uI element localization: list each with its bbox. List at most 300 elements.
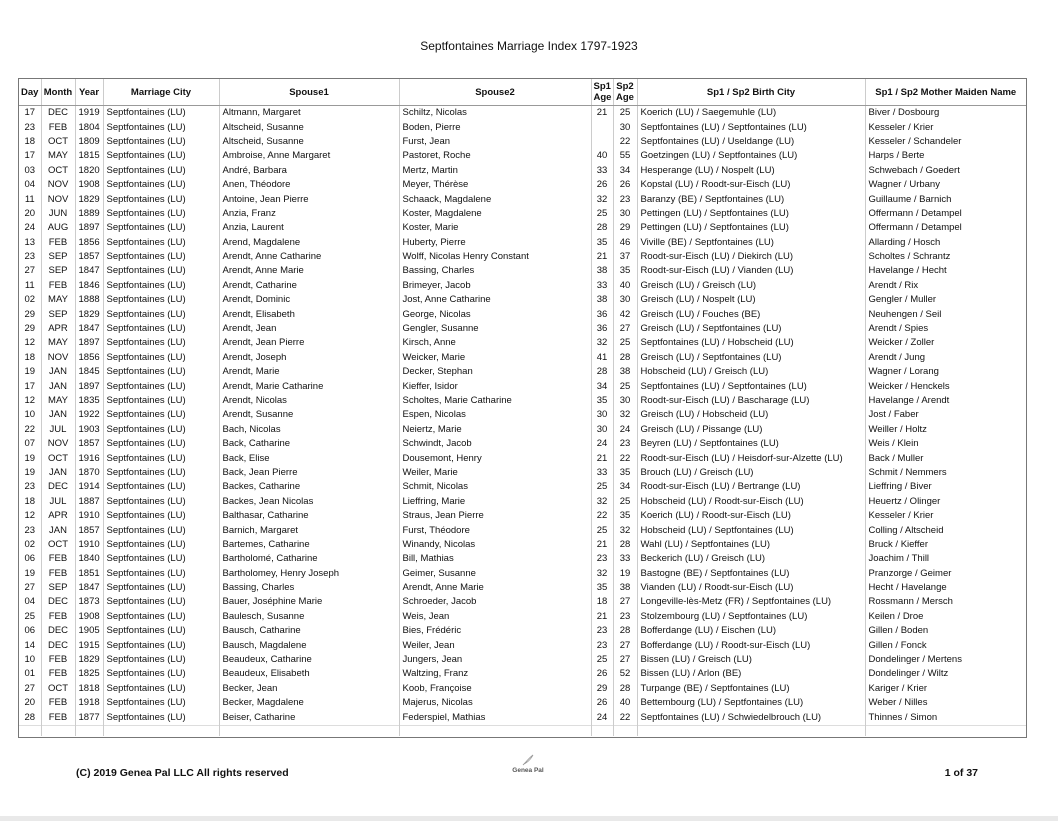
table-cell: 24 <box>613 423 637 437</box>
table-cell: Antoine, Jean Pierre <box>219 192 399 206</box>
table-cell: Wolff, Nicolas Henry Constant <box>399 250 591 264</box>
table-cell-empty <box>75 725 103 736</box>
table-cell: Altscheid, Susanne <box>219 120 399 134</box>
table-row <box>19 653 1026 667</box>
table-cell: Beckerich (LU) / Greisch (LU) <box>637 552 865 566</box>
table-cell: 26 <box>613 178 637 192</box>
table-cell: Allarding / Hosch <box>865 236 1026 250</box>
table-cell: Waltzing, Franz <box>399 667 591 681</box>
table-cell: 12 <box>24 510 36 522</box>
table-cell: Septfontaines (LU) <box>103 523 219 537</box>
table-cell: 12 <box>24 395 36 406</box>
table-cell: Pettingen (LU) / Septfontaines (LU) <box>637 207 865 221</box>
table-cell: 20 <box>24 697 36 709</box>
table-row <box>19 696 1026 710</box>
table-cell: 36 <box>591 307 613 321</box>
table-cell: Wahl (LU) / Septfontaines (LU) <box>637 538 865 552</box>
table-cell: APR <box>41 322 75 336</box>
table-row <box>19 293 1026 307</box>
table-row <box>19 538 1026 552</box>
table-cell: Arend, Magdalene <box>219 236 399 250</box>
table-cell: 28 <box>24 711 36 723</box>
table-cell: Weiler, Marie <box>399 466 591 480</box>
table-cell: 23 <box>613 610 637 624</box>
table-cell: 21 <box>591 610 613 624</box>
table-cell-empty <box>219 725 399 736</box>
table-cell: Septfontaines (LU) <box>103 682 219 696</box>
table-cell: Koster, Magdalene <box>399 207 591 221</box>
table-cell: Gillen / Fonck <box>865 638 1026 652</box>
table-cell: 21 <box>591 250 613 264</box>
table-cell: 36 <box>591 322 613 336</box>
table-cell: 20 <box>24 207 36 219</box>
table-cell: MAY <box>41 293 75 307</box>
table-cell: 35 <box>591 394 613 408</box>
table-cell: Thinnes / Simon <box>865 710 1026 725</box>
table-cell: 26 <box>591 696 613 710</box>
table-cell: 25 <box>24 610 36 622</box>
table-cell: DEC <box>41 106 75 121</box>
table-cell: 23 <box>613 437 637 451</box>
table-cell: Septfontaines (LU) <box>103 120 219 134</box>
table-cell: Koerich (LU) / Saegemuhle (LU) <box>637 106 865 121</box>
table-cell: 21 <box>591 538 613 552</box>
table-cell: 25 <box>613 336 637 350</box>
table-cell: Greisch (LU) / Hobscheid (LU) <box>637 408 865 422</box>
table-cell: Arendt, Marie Catharine <box>219 379 399 393</box>
table-cell: Bruck / Kieffer <box>865 538 1026 552</box>
table-cell: 27 <box>613 653 637 667</box>
table-cell: 1829 <box>75 192 103 206</box>
table-cell: 02 <box>24 538 36 550</box>
table-cell: APR <box>41 509 75 523</box>
table-row <box>19 610 1026 624</box>
table-cell: 1914 <box>75 480 103 494</box>
marriage-index-table <box>19 79 1026 736</box>
table-cell: 1870 <box>75 466 103 480</box>
table-cell: Bassing, Charles <box>399 264 591 278</box>
table-cell: 1847 <box>75 322 103 336</box>
table-cell: Weicker / Henckels <box>865 379 1026 393</box>
table-cell: Winandy, Nicolas <box>399 538 591 552</box>
header-spouse1: Spouse1 <box>219 79 399 106</box>
table-cell: 32 <box>613 523 637 537</box>
table-cell: 23 <box>591 552 613 566</box>
table-cell-empty <box>19 725 41 736</box>
table-row <box>19 638 1026 652</box>
table-row <box>19 207 1026 221</box>
table-cell: 10 <box>24 654 36 666</box>
table-cell: 23 <box>24 251 36 263</box>
table-cell: Furst, Jean <box>399 135 591 149</box>
table-cell: 21 <box>591 106 613 121</box>
table-cell: 25 <box>591 523 613 537</box>
table-cell: 30 <box>613 120 637 134</box>
table-cell: 1857 <box>75 523 103 537</box>
table-cell: NOV <box>41 351 75 365</box>
table-cell: 1916 <box>75 451 103 465</box>
table-cell: Bach, Nicolas <box>219 423 399 437</box>
table-cell: Septfontaines (LU) <box>103 624 219 638</box>
page-number: 1 of 37 <box>944 767 978 779</box>
table-cell: Ambroise, Anne Margaret <box>219 149 399 163</box>
table-cell: Dondelinger / Wiltz <box>865 667 1026 681</box>
table-cell: Beiser, Catharine <box>219 710 399 725</box>
table-cell: André, Barbara <box>219 164 399 178</box>
table-cell: Boden, Pierre <box>399 120 591 134</box>
table-cell: Harps / Berte <box>865 149 1026 163</box>
table-cell: Furst, Théodore <box>399 523 591 537</box>
table-cell-empty <box>103 725 219 736</box>
table-cell: Schroeder, Jacob <box>399 595 591 609</box>
table-cell: 25 <box>613 106 637 121</box>
table-cell: Schwindt, Jacob <box>399 437 591 451</box>
table-cell: Scholtes / Schrantz <box>865 250 1026 264</box>
table-cell: NOV <box>41 437 75 451</box>
table-cell: Arendt, Jean Pierre <box>219 336 399 350</box>
table-cell: 1919 <box>75 106 103 121</box>
feather-icon <box>521 754 535 766</box>
table-cell: 34 <box>591 379 613 393</box>
header-sp2-age-label: Sp2 Age <box>616 81 634 103</box>
table-cell: Septfontaines (LU) <box>103 581 219 595</box>
table-row <box>19 523 1026 537</box>
table-cell: 18 <box>24 135 36 147</box>
table-cell: MAY <box>41 336 75 350</box>
table-cell: 1829 <box>75 307 103 321</box>
table-cell: Greisch (LU) / Fouches (BE) <box>637 307 865 321</box>
table-cell: 35 <box>591 581 613 595</box>
table-cell: JUL <box>41 495 75 509</box>
table-cell: Meyer, Thérèse <box>399 178 591 192</box>
table-cell: Septfontaines (LU) <box>103 667 219 681</box>
table-cell: Goetzingen (LU) / Septfontaines (LU) <box>637 149 865 163</box>
table-cell: Kesseler / Krier <box>865 509 1026 523</box>
table-cell: 1835 <box>75 394 103 408</box>
table-cell: Longeville-lès-Metz (FR) / Septfontaines (LU) <box>637 595 865 609</box>
table-cell: Bausch, Catharine <box>219 624 399 638</box>
table-cell: Weis / Klein <box>865 437 1026 451</box>
table-cell: Septfontaines (LU) <box>103 480 219 494</box>
table-cell: 1897 <box>75 379 103 393</box>
table-cell: 1857 <box>75 437 103 451</box>
table-cell: Hobscheid (LU) / Roodt-sur-Eisch (LU) <box>637 495 865 509</box>
table-cell: Becker, Magdalene <box>219 696 399 710</box>
table-cell: 04 <box>24 179 36 191</box>
table-cell: Arendt, Jean <box>219 322 399 336</box>
table-cell: Baulesch, Susanne <box>219 610 399 624</box>
table-cell: 30 <box>613 394 637 408</box>
table-cell: Kesseler / Krier <box>865 120 1026 134</box>
table-cell: Roodt-sur-Eisch (LU) / Vianden (LU) <box>637 264 865 278</box>
table-cell: MAY <box>41 394 75 408</box>
table-cell: 46 <box>613 236 637 250</box>
table-cell: Septfontaines (LU) <box>103 638 219 652</box>
table-cell: 1908 <box>75 178 103 192</box>
table-cell: 03 <box>24 164 36 176</box>
table-cell: 22 <box>613 710 637 725</box>
table-cell: 22 <box>613 135 637 149</box>
table-cell: Roodt-sur-Eisch (LU) / Bascharage (LU) <box>637 394 865 408</box>
header-sp2-age <box>613 79 637 106</box>
table-cell: 30 <box>591 408 613 422</box>
table-cell-empty <box>399 725 591 736</box>
table-row <box>19 264 1026 278</box>
table-cell <box>591 135 613 149</box>
table-cell: 35 <box>613 509 637 523</box>
table-row <box>19 351 1026 365</box>
table-cell: Bissen (LU) / Arlon (BE) <box>637 667 865 681</box>
table-cell: Bastogne (BE) / Septfontaines (LU) <box>637 567 865 581</box>
table-cell: Keilen / Droe <box>865 610 1026 624</box>
table-cell: Mertz, Martin <box>399 164 591 178</box>
header-sp1-age <box>591 79 613 106</box>
table-cell: 29 <box>613 221 637 235</box>
genea-pal-logo <box>508 754 548 774</box>
table-cell: 1889 <box>75 207 103 221</box>
table-cell: 14 <box>24 639 36 651</box>
table-cell: 33 <box>613 552 637 566</box>
table-cell: Geimer, Susanne <box>399 567 591 581</box>
table-cell: DEC <box>41 624 75 638</box>
table-cell: Weber / Nilles <box>865 696 1026 710</box>
table-cell: Weicker / Zoller <box>865 336 1026 350</box>
header-month: Month <box>41 79 75 106</box>
table-cell: 21 <box>591 451 613 465</box>
table-cell: Bauer, Joséphine Marie <box>219 595 399 609</box>
table-cell: Kesseler / Schandeler <box>865 135 1026 149</box>
table-cell: Altscheid, Susanne <box>219 135 399 149</box>
table-cell: FEB <box>41 120 75 134</box>
table-cell: JAN <box>41 408 75 422</box>
table-cell: Bofferdange (LU) / Eischen (LU) <box>637 624 865 638</box>
table-cell: 52 <box>613 667 637 681</box>
table-cell: Decker, Stephan <box>399 365 591 379</box>
header-spouse2: Spouse2 <box>399 79 591 106</box>
table-cell: Bissen (LU) / Greisch (LU) <box>637 653 865 667</box>
table-cell: 27 <box>613 638 637 652</box>
table-cell: 41 <box>591 351 613 365</box>
table-cell: 19 <box>24 466 36 478</box>
table-cell: 1847 <box>75 264 103 278</box>
table-cell: Septfontaines (LU) <box>103 451 219 465</box>
table-cell: 1857 <box>75 250 103 264</box>
table-cell: FEB <box>41 696 75 710</box>
table-cell: 17 <box>24 107 36 119</box>
table-cell: Jost / Faber <box>865 408 1026 422</box>
table-cell: 27 <box>613 595 637 609</box>
table-cell: Schwebach / Goedert <box>865 164 1026 178</box>
table-cell: 18 <box>591 595 613 609</box>
table-cell: Septfontaines (LU) <box>103 307 219 321</box>
table-cell: 34 <box>613 480 637 494</box>
table-cell: 23 <box>591 638 613 652</box>
table-cell: Huberty, Pierre <box>399 236 591 250</box>
table-cell: Greisch (LU) / Septfontaines (LU) <box>637 351 865 365</box>
table-cell: Schaack, Magdalene <box>399 192 591 206</box>
table-cell: Septfontaines (LU) / Septfontaines (LU) <box>637 379 865 393</box>
table-cell: 35 <box>591 236 613 250</box>
table-cell: OCT <box>41 135 75 149</box>
table-cell: JAN <box>41 379 75 393</box>
table-row <box>19 437 1026 451</box>
table-cell: MAY <box>41 149 75 163</box>
table-cell: 38 <box>613 365 637 379</box>
table-cell: 37 <box>613 250 637 264</box>
table-cell: Septfontaines (LU) <box>103 106 219 121</box>
table-cell: Arendt, Catharine <box>219 279 399 293</box>
table-cell: Roodt-sur-Eisch (LU) / Diekirch (LU) <box>637 250 865 264</box>
table-cell: Arendt / Jung <box>865 351 1026 365</box>
table-cell: FEB <box>41 610 75 624</box>
table-cell: Heuertz / Olinger <box>865 495 1026 509</box>
table-cell-empty <box>591 725 613 736</box>
table-cell: 04 <box>24 596 36 608</box>
table-cell: 28 <box>613 351 637 365</box>
table-cell: DEC <box>41 595 75 609</box>
table-cell: 23 <box>591 624 613 638</box>
table-cell: 19 <box>24 567 36 579</box>
table-cell: 40 <box>613 696 637 710</box>
table-row <box>19 624 1026 638</box>
table-cell: Vianden (LU) / Roodt-sur-Eisch (LU) <box>637 581 865 595</box>
table-cell: 1846 <box>75 279 103 293</box>
table-cell: Havelange / Arendt <box>865 394 1026 408</box>
table-cell: Back, Elise <box>219 451 399 465</box>
table-cell: Baranzy (BE) / Septfontaines (LU) <box>637 192 865 206</box>
table-cell: 1804 <box>75 120 103 134</box>
table-cell: Septfontaines (LU) / Hobscheid (LU) <box>637 336 865 350</box>
table-cell: Bartholomé, Catharine <box>219 552 399 566</box>
table-cell: Pranzorge / Geimer <box>865 567 1026 581</box>
table-cell: Jungers, Jean <box>399 653 591 667</box>
table-cell: 1903 <box>75 423 103 437</box>
table-cell: Arendt, Joseph <box>219 351 399 365</box>
table-cell: Septfontaines (LU) <box>103 236 219 250</box>
table-cell: Guillaume / Barnich <box>865 192 1026 206</box>
table-cell: 34 <box>613 164 637 178</box>
table-row <box>19 595 1026 609</box>
table-cell: Septfontaines (LU) <box>103 567 219 581</box>
viewer-bottom-edge <box>0 816 1058 821</box>
table-cell: Septfontaines (LU) <box>103 538 219 552</box>
table-cell: Havelange / Hecht <box>865 264 1026 278</box>
table-cell: Back, Catharine <box>219 437 399 451</box>
table-cell: OCT <box>41 451 75 465</box>
table-cell: 35 <box>613 264 637 278</box>
table-cell: 27 <box>613 322 637 336</box>
table-cell: 40 <box>591 149 613 163</box>
table-cell: FEB <box>41 279 75 293</box>
table-cell: Septfontaines (LU) <box>103 164 219 178</box>
table-cell: 27 <box>24 582 36 594</box>
table-cell: Septfontaines (LU) <box>103 509 219 523</box>
table-cell: Arendt / Rix <box>865 279 1026 293</box>
table-cell: 01 <box>24 668 36 680</box>
table-cell: Septfontaines (LU) <box>103 178 219 192</box>
table-row <box>19 236 1026 250</box>
table-cell: Septfontaines (LU) <box>103 423 219 437</box>
table-row <box>19 164 1026 178</box>
table-cell-empty <box>41 725 75 736</box>
table-cell: 30 <box>613 293 637 307</box>
table-filler-row <box>19 725 1026 736</box>
table-cell: 1905 <box>75 624 103 638</box>
table-cell-empty <box>865 725 1026 736</box>
table-cell: Pettingen (LU) / Septfontaines (LU) <box>637 221 865 235</box>
table-cell: Dondelinger / Mertens <box>865 653 1026 667</box>
table-cell: Arendt / Spies <box>865 322 1026 336</box>
table-cell: 1829 <box>75 653 103 667</box>
table-cell: 26 <box>591 667 613 681</box>
table-cell: NOV <box>41 192 75 206</box>
table-cell: 32 <box>613 408 637 422</box>
table-cell: 33 <box>591 279 613 293</box>
table-cell: 1856 <box>75 351 103 365</box>
table-cell: Viville (BE) / Septfontaines (LU) <box>637 236 865 250</box>
table-cell: FEB <box>41 236 75 250</box>
table-cell: Hobscheid (LU) / Greisch (LU) <box>637 365 865 379</box>
table-cell: NOV <box>41 178 75 192</box>
table-cell: FEB <box>41 567 75 581</box>
table-cell: 23 <box>24 481 36 493</box>
table-cell: Septfontaines (LU) <box>103 149 219 163</box>
table-cell: 28 <box>613 624 637 638</box>
table-row <box>19 322 1026 336</box>
table-cell: Offermann / Detampel <box>865 207 1026 221</box>
table-cell: Anzia, Laurent <box>219 221 399 235</box>
table-cell: Septfontaines (LU) <box>103 322 219 336</box>
table-cell: Septfontaines (LU) <box>103 653 219 667</box>
table-cell: Roodt-sur-Eisch (LU) / Heisdorf-sur-Alzette (LU) <box>637 451 865 465</box>
table-cell: Backes, Jean Nicolas <box>219 495 399 509</box>
header-mother-maiden-name: Sp1 / Sp2 Mother Maiden Name <box>865 79 1026 106</box>
table-cell: Septfontaines (LU) <box>103 466 219 480</box>
table-cell: Gengler, Susanne <box>399 322 591 336</box>
table-cell: 1918 <box>75 696 103 710</box>
table-cell: Septfontaines (LU) <box>103 351 219 365</box>
table-cell: 12 <box>24 337 36 349</box>
table-cell: Bill, Mathias <box>399 552 591 566</box>
table-cell: 17 <box>24 380 36 392</box>
table-cell: Weis, Jean <box>399 610 591 624</box>
table-cell: Septfontaines (LU) / Useldange (LU) <box>637 135 865 149</box>
table-cell: 11 <box>24 193 35 205</box>
table-cell: 38 <box>613 581 637 595</box>
table-row <box>19 552 1026 566</box>
table-cell: Kirsch, Anne <box>399 336 591 350</box>
table-cell: 1873 <box>75 595 103 609</box>
table-row <box>19 192 1026 206</box>
table-cell: 07 <box>24 438 36 450</box>
table-row <box>19 581 1026 595</box>
table-cell: 24 <box>591 437 613 451</box>
table-cell: Jost, Anne Catharine <box>399 293 591 307</box>
table-cell: 23 <box>24 524 36 536</box>
table-cell: Schiltz, Nicolas <box>399 106 591 121</box>
table-row <box>19 279 1026 293</box>
table-cell: Back / Muller <box>865 451 1026 465</box>
table-cell: Septfontaines (LU) <box>103 379 219 393</box>
table-cell: AUG <box>41 221 75 235</box>
table-cell: Septfontaines (LU) <box>103 279 219 293</box>
table-cell: Majerus, Nicolas <box>399 696 591 710</box>
table-cell: OCT <box>41 164 75 178</box>
table-cell: Greisch (LU) / Nospelt (LU) <box>637 293 865 307</box>
table-cell: Hesperange (LU) / Nospelt (LU) <box>637 164 865 178</box>
table-cell: Septfontaines (LU) <box>103 221 219 235</box>
table-cell: 27 <box>24 265 36 277</box>
